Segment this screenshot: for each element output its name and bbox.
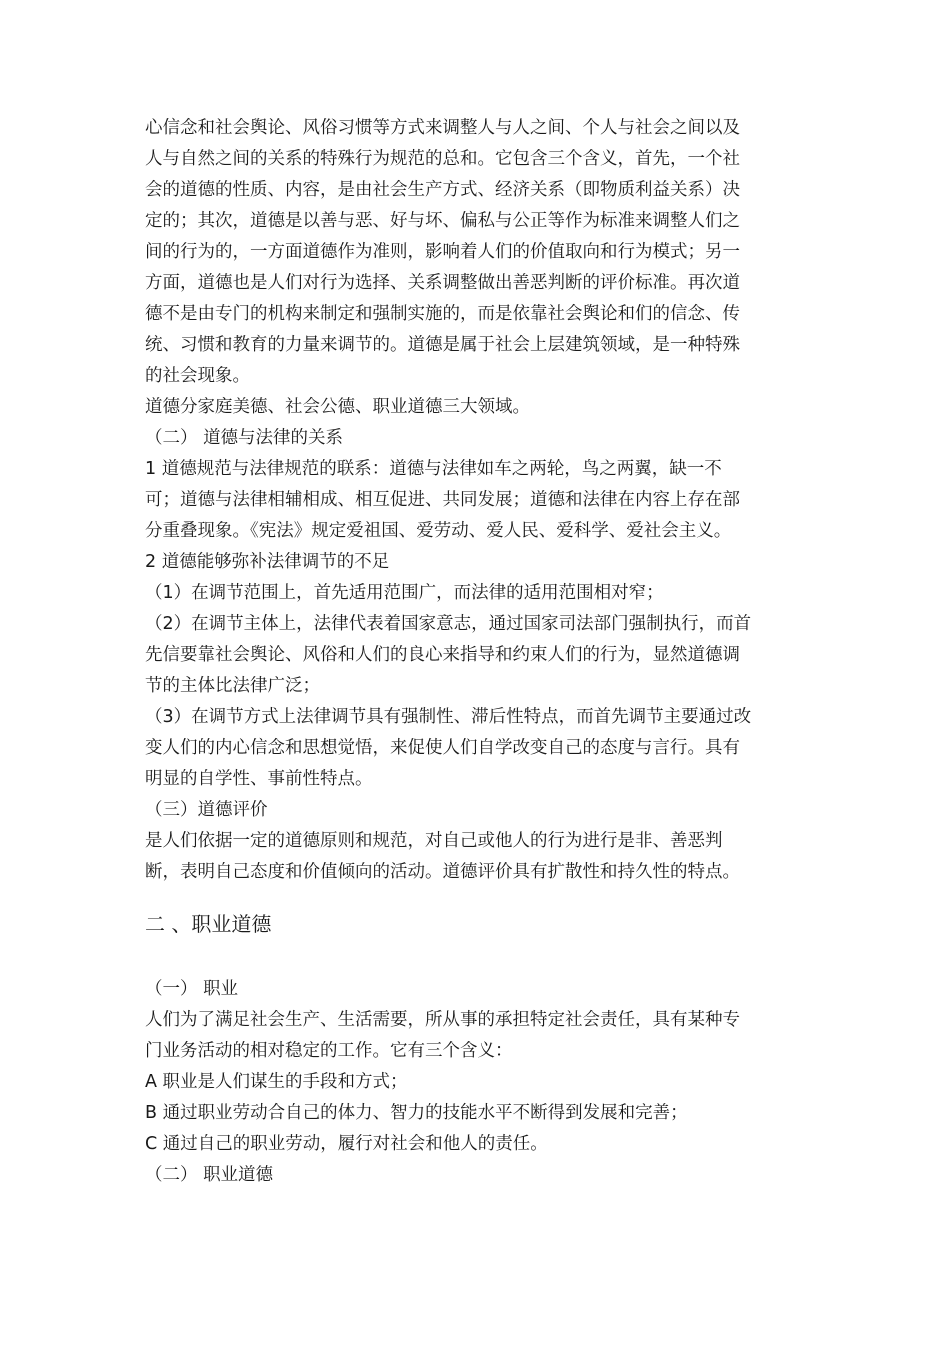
document-page [145,113,775,1191]
point-2-heading: 2 道德能够弥补法律调节的不足 [145,552,390,572]
text-line: 心信念和社会舆论、风俗习惯等方式来调整人与人之间、个人与社会之间以及 [145,118,740,138]
meaning-a: A 职业是人们谋生的手段和方式； [145,1072,408,1092]
evaluation-paragraph [145,826,775,888]
subheading-career: （一） 职业 [145,979,239,999]
text-line: 会的道德的性质、内容，是由社会生产方式、经济关系（即物质利益关系）决 [145,180,740,200]
text-line: 门业务活动的相对稳定的工作。它有三个含义： [145,1041,513,1061]
text-line: 断，表明自己态度和价值倾向的活动。道德评价具有扩散性和持久性的特点。 [145,862,740,882]
text-line: 明显的自学性、事前性特点。 [145,769,373,789]
text-line: 先信要靠社会舆论、风俗和人们的良心来指导和约束人们的行为，显然道德调 [145,645,740,665]
text-line: （2）在调节主体上，法律代表着国家意志，通过国家司法部门强制执行，而首 [145,614,752,634]
text-line: 人们为了满足社会生产、生活需要，所从事的承担特定社会责任，具有某种专 [145,1010,740,1030]
text-line: 间的行为的，一方面道德作为准则，影响着人们的价值取向和行为模式；另一 [145,242,740,262]
text-line: 1 道德规范与法律规范的联系：道德与法律如车之两轮，鸟之两翼，缺一不 [145,459,722,479]
text-line: （3）在调节方式上法律调节具有强制性、滞后性特点，而首先调节主要通过改 [145,707,752,727]
text-line: 是人们依据一定的道德原则和规范，对自己或他人的行为进行是非、善恶判 [145,831,723,851]
text-line: 人与自然之间的关系的特殊行为规范的总和。它包含三个含义，首先，一个社 [145,149,740,169]
text-line: 可；道德与法律相辅相成、相互促进、共同发展；道德和法律在内容上存在部 [145,490,740,510]
text-line: 德不是由专门的机构来制定和强制实施的，而是依靠社会舆论和们的信念、传 [145,304,740,324]
meaning-b: B 通过职业劳动合自己的体力、智力的技能水平不断得到发展和完善； [145,1103,688,1123]
career-definition-paragraph [145,1005,775,1067]
section-heading-career-ethics: 二 、职业道德 [145,912,272,936]
list-item-2 [145,609,775,702]
text-line: 的社会现象。 [145,366,250,386]
moral-fields-text: 道德分家庭美德、社会公德、职业道德三大领域。 [145,397,530,417]
intro-paragraph [145,113,775,392]
text-line: 变人们的内心信念和思想觉悟，来促使人们自学改变自己的态度与言行。具有 [145,738,740,758]
subheading-moral-law-relation: （二） 道德与法律的关系 [145,428,344,448]
meaning-c: C 通过自己的职业劳动，履行对社会和他人的责任。 [145,1134,548,1154]
subheading-moral-evaluation: （三）道德评价 [145,800,268,820]
text-line: 统、习惯和教育的力量来调节的。道德是属于社会上层建筑领域，是一种特殊 [145,335,740,355]
point-1-paragraph [145,454,775,547]
text-line: 定的；其次，道德是以善与恶、好与坏、偏私与公正等作为标准来调整人们之 [145,211,740,231]
list-item-3 [145,702,775,795]
list-item-1: （1）在调节范围上，首先适用范围广，而法律的适用范围相对窄； [145,583,664,603]
text-line: 节的主体比法律广泛； [145,676,320,696]
text-line: 方面，道德也是人们对行为选择、关系调整做出善恶判断的评价标准。再次道 [145,273,740,293]
subheading-career-ethics: （二） 职业道德 [145,1165,274,1185]
text-line: 分重叠现象。《宪法》规定爱祖国、爱劳动、爱人民、爱科学、爱社会主义。 [145,521,732,541]
